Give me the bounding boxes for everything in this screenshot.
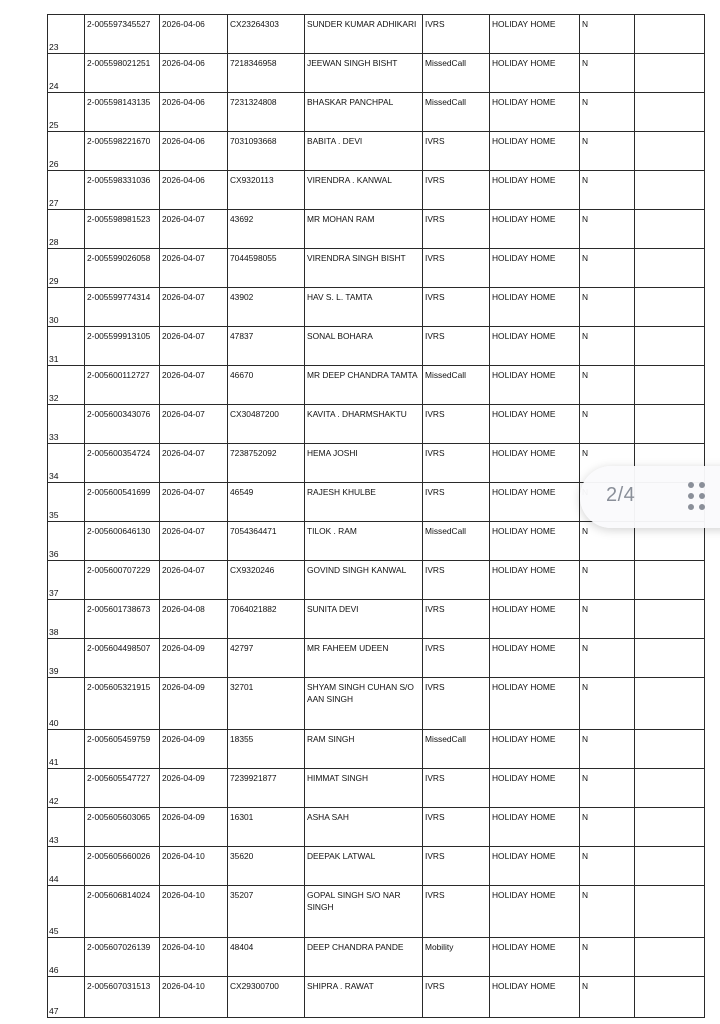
ticket-id-cell: 2-005600354724: [85, 444, 160, 483]
remarks-cell: [635, 15, 705, 54]
customer-name-cell: HIMMAT SINGH: [305, 769, 423, 808]
row-number: 24: [48, 54, 85, 93]
row-number: 37: [48, 561, 85, 600]
row-number: 39: [48, 639, 85, 678]
flag-cell: N: [580, 15, 635, 54]
remarks-cell: [635, 132, 705, 171]
ticket-id-cell: 2-005607026139: [85, 938, 160, 977]
flag-cell: N: [580, 210, 635, 249]
date-cell: 2026-04-07: [160, 483, 228, 522]
category-cell: HOLIDAY HOME: [490, 483, 580, 522]
channel-cell: IVRS: [423, 769, 490, 808]
ticket-id-cell: 2-005599774314: [85, 288, 160, 327]
contact-id-cell: 43902: [228, 288, 305, 327]
contact-id-cell: CX9320246: [228, 561, 305, 600]
category-cell: HOLIDAY HOME: [490, 639, 580, 678]
contact-id-cell: 7238752092: [228, 444, 305, 483]
flag-cell: N: [580, 808, 635, 847]
remarks-cell: [635, 327, 705, 366]
customer-name-cell: RAM SINGH: [305, 730, 423, 769]
row-number: 27: [48, 171, 85, 210]
customer-name-cell: SONAL BOHARA: [305, 327, 423, 366]
remarks-cell: [635, 808, 705, 847]
row-number: 34: [48, 444, 85, 483]
flag-cell: N: [580, 54, 635, 93]
channel-cell: MissedCall: [423, 366, 490, 405]
customer-name-cell: SUNDER KUMAR ADHIKARI: [305, 15, 423, 54]
flag-cell: N: [580, 327, 635, 366]
contact-id-cell: 32701: [228, 678, 305, 730]
date-cell: 2026-04-07: [160, 405, 228, 444]
remarks-cell: [635, 210, 705, 249]
row-number: 45: [48, 886, 85, 938]
flag-cell: N: [580, 977, 635, 1018]
category-cell: HOLIDAY HOME: [490, 54, 580, 93]
date-cell: 2026-04-07: [160, 327, 228, 366]
flag-cell: N: [580, 132, 635, 171]
ticket-id-cell: 2-005604498507: [85, 639, 160, 678]
drag-handle-dots-icon[interactable]: [688, 482, 712, 512]
channel-cell: MissedCall: [423, 730, 490, 769]
ticket-id-cell: 2-005601738673: [85, 600, 160, 639]
row-number: 28: [48, 210, 85, 249]
remarks-cell: [635, 405, 705, 444]
remarks-cell: [635, 678, 705, 730]
category-cell: HOLIDAY HOME: [490, 847, 580, 886]
ticket-id-cell: 2-005600343076: [85, 405, 160, 444]
channel-cell: MissedCall: [423, 54, 490, 93]
remarks-cell: [635, 769, 705, 808]
date-cell: 2026-04-06: [160, 132, 228, 171]
ticket-id-cell: 2-005600541699: [85, 483, 160, 522]
channel-cell: IVRS: [423, 977, 490, 1018]
remarks-cell: [635, 847, 705, 886]
ticket-id-cell: 2-005599913105: [85, 327, 160, 366]
remarks-cell: [635, 600, 705, 639]
date-cell: 2026-04-06: [160, 93, 228, 132]
date-cell: 2026-04-07: [160, 366, 228, 405]
date-cell: 2026-04-10: [160, 847, 228, 886]
date-cell: 2026-04-07: [160, 288, 228, 327]
date-cell: 2026-04-08: [160, 600, 228, 639]
category-cell: HOLIDAY HOME: [490, 769, 580, 808]
customer-name-cell: SHYAM SINGH CUHAN S/O AAN SINGH: [305, 678, 423, 730]
row-number: 41: [48, 730, 85, 769]
flag-cell: N: [580, 886, 635, 938]
date-cell: 2026-04-10: [160, 938, 228, 977]
row-number: 46: [48, 938, 85, 977]
contact-id-cell: 47837: [228, 327, 305, 366]
date-cell: 2026-04-06: [160, 15, 228, 54]
remarks-cell: [635, 730, 705, 769]
channel-cell: IVRS: [423, 678, 490, 730]
channel-cell: MissedCall: [423, 93, 490, 132]
row-number: 30: [48, 288, 85, 327]
category-cell: HOLIDAY HOME: [490, 249, 580, 288]
table-row: [48, 886, 705, 938]
flag-cell: N: [580, 938, 635, 977]
customer-name-cell: SUNITA DEVI: [305, 600, 423, 639]
remarks-cell: [635, 366, 705, 405]
flag-cell: N: [580, 405, 635, 444]
row-number: 42: [48, 769, 85, 808]
category-cell: HOLIDAY HOME: [490, 132, 580, 171]
category-cell: HOLIDAY HOME: [490, 93, 580, 132]
contact-id-cell: 43692: [228, 210, 305, 249]
customer-name-cell: VIRENDRA . KANWAL: [305, 171, 423, 210]
row-number: 25: [48, 93, 85, 132]
contact-id-cell: 7054364471: [228, 522, 305, 561]
table-row: [48, 171, 705, 210]
category-cell: HOLIDAY HOME: [490, 522, 580, 561]
ticket-id-cell: 2-005600707229: [85, 561, 160, 600]
table-row: [48, 366, 705, 405]
customer-name-cell: VIRENDRA SINGH BISHT: [305, 249, 423, 288]
row-number: 31: [48, 327, 85, 366]
flag-cell: N: [580, 444, 635, 483]
category-cell: HOLIDAY HOME: [490, 405, 580, 444]
ticket-id-cell: 2-005600646130: [85, 522, 160, 561]
row-number: 40: [48, 678, 85, 730]
customer-name-cell: HAV S. L. TAMTA: [305, 288, 423, 327]
channel-cell: IVRS: [423, 15, 490, 54]
customer-name-cell: SHIPRA . RAWAT: [305, 977, 423, 1018]
row-number: 26: [48, 132, 85, 171]
channel-cell: IVRS: [423, 249, 490, 288]
channel-cell: IVRS: [423, 561, 490, 600]
customer-name-cell: GOPAL SINGH S/O NAR SINGH: [305, 886, 423, 938]
category-cell: HOLIDAY HOME: [490, 678, 580, 730]
row-number: 38: [48, 600, 85, 639]
remarks-cell: [635, 171, 705, 210]
channel-cell: IVRS: [423, 327, 490, 366]
ticket-id-cell: 2-005600112727: [85, 366, 160, 405]
table-row: [48, 678, 705, 730]
date-cell: 2026-04-09: [160, 730, 228, 769]
ticket-id-cell: 2-005598221670: [85, 132, 160, 171]
channel-cell: IVRS: [423, 405, 490, 444]
date-cell: 2026-04-10: [160, 977, 228, 1018]
page-indicator[interactable]: [580, 466, 720, 528]
flag-cell: N: [580, 522, 635, 561]
flag-cell: N: [580, 93, 635, 132]
row-number: 36: [48, 522, 85, 561]
page-count: 2/4: [606, 484, 636, 506]
table-row: [48, 600, 705, 639]
customer-name-cell: RAJESH KHULBE: [305, 483, 423, 522]
remarks-cell: [635, 977, 705, 1018]
category-cell: HOLIDAY HOME: [490, 886, 580, 938]
channel-cell: IVRS: [423, 600, 490, 639]
customer-name-cell: BABITA . DEVI: [305, 132, 423, 171]
ticket-id-cell: 2-005598331036: [85, 171, 160, 210]
ticket-id-cell: 2-005605547727: [85, 769, 160, 808]
contact-id-cell: 35207: [228, 886, 305, 938]
channel-cell: IVRS: [423, 444, 490, 483]
table-row: [48, 210, 705, 249]
row-number: 44: [48, 847, 85, 886]
table-row: [48, 405, 705, 444]
ticket-id-cell: 2-005598143135: [85, 93, 160, 132]
row-number: 47: [48, 977, 85, 1018]
customer-name-cell: MR DEEP CHANDRA TAMTA: [305, 366, 423, 405]
ticket-id-cell: 2-005599026058: [85, 249, 160, 288]
remarks-cell: [635, 288, 705, 327]
table-row: [48, 639, 705, 678]
contact-id-cell: 7064021882: [228, 600, 305, 639]
table-row: [48, 769, 705, 808]
date-cell: 2026-04-09: [160, 639, 228, 678]
table-row: [48, 327, 705, 366]
table-row: [48, 561, 705, 600]
customer-name-cell: MR FAHEEM UDEEN: [305, 639, 423, 678]
flag-cell: N: [580, 171, 635, 210]
category-cell: HOLIDAY HOME: [490, 210, 580, 249]
table-row: [48, 132, 705, 171]
category-cell: HOLIDAY HOME: [490, 561, 580, 600]
customer-name-cell: JEEWAN SINGH BISHT: [305, 54, 423, 93]
flag-cell: N: [580, 847, 635, 886]
category-cell: HOLIDAY HOME: [490, 977, 580, 1018]
flag-cell: N: [580, 561, 635, 600]
row-number: 23: [48, 15, 85, 54]
flag-cell: N: [580, 288, 635, 327]
ticket-id-cell: 2-005605603065: [85, 808, 160, 847]
date-cell: 2026-04-07: [160, 561, 228, 600]
table-row: [48, 730, 705, 769]
category-cell: HOLIDAY HOME: [490, 171, 580, 210]
category-cell: HOLIDAY HOME: [490, 327, 580, 366]
remarks-cell: [635, 561, 705, 600]
contact-id-cell: CX9320113: [228, 171, 305, 210]
ticket-id-cell: 2-005598981523: [85, 210, 160, 249]
ticket-id-cell: 2-005598021251: [85, 54, 160, 93]
date-cell: 2026-04-09: [160, 808, 228, 847]
date-cell: 2026-04-07: [160, 522, 228, 561]
channel-cell: IVRS: [423, 483, 490, 522]
row-number: 43: [48, 808, 85, 847]
date-cell: 2026-04-07: [160, 210, 228, 249]
category-cell: HOLIDAY HOME: [490, 600, 580, 639]
row-number: 29: [48, 249, 85, 288]
ticket-id-cell: 2-005607031513: [85, 977, 160, 1018]
table-row: [48, 249, 705, 288]
row-number: 33: [48, 405, 85, 444]
customer-name-cell: HEMA JOSHI: [305, 444, 423, 483]
contact-id-cell: 16301: [228, 808, 305, 847]
date-cell: 2026-04-09: [160, 769, 228, 808]
category-cell: HOLIDAY HOME: [490, 366, 580, 405]
date-cell: 2026-04-06: [160, 54, 228, 93]
category-cell: HOLIDAY HOME: [490, 730, 580, 769]
flag-cell: N: [580, 639, 635, 678]
flag-cell: N: [580, 769, 635, 808]
contact-id-cell: 42797: [228, 639, 305, 678]
table-row: [48, 288, 705, 327]
customer-name-cell: DEEP CHANDRA PANDE: [305, 938, 423, 977]
date-cell: 2026-04-10: [160, 886, 228, 938]
contact-id-cell: CX23264303: [228, 15, 305, 54]
customer-name-cell: TILOK . RAM: [305, 522, 423, 561]
contact-id-cell: 7044598055: [228, 249, 305, 288]
channel-cell: IVRS: [423, 886, 490, 938]
channel-cell: IVRS: [423, 210, 490, 249]
channel-cell: IVRS: [423, 847, 490, 886]
customer-name-cell: GOVIND SINGH KANWAL: [305, 561, 423, 600]
flag-cell: N: [580, 366, 635, 405]
remarks-cell: [635, 886, 705, 938]
customer-name-cell: DEEPAK LATWAL: [305, 847, 423, 886]
contact-id-cell: 46549: [228, 483, 305, 522]
date-cell: 2026-04-07: [160, 249, 228, 288]
category-cell: HOLIDAY HOME: [490, 15, 580, 54]
contact-id-cell: CX30487200: [228, 405, 305, 444]
table-row: [48, 938, 705, 977]
contact-id-cell: 7218346958: [228, 54, 305, 93]
contact-id-cell: 7031093668: [228, 132, 305, 171]
ticket-id-cell: 2-005605321915: [85, 678, 160, 730]
table-row: [48, 15, 705, 54]
flag-cell: N: [580, 678, 635, 730]
contact-id-cell: 35620: [228, 847, 305, 886]
contact-id-cell: 46670: [228, 366, 305, 405]
channel-cell: IVRS: [423, 808, 490, 847]
customer-name-cell: KAVITA . DHARMSHAKTU: [305, 405, 423, 444]
table-row: [48, 93, 705, 132]
remarks-cell: [635, 93, 705, 132]
channel-cell: IVRS: [423, 132, 490, 171]
remarks-cell: [635, 938, 705, 977]
remarks-cell: [635, 639, 705, 678]
contact-id-cell: CX29300700: [228, 977, 305, 1018]
category-cell: HOLIDAY HOME: [490, 938, 580, 977]
table-row: [48, 847, 705, 886]
remarks-cell: [635, 54, 705, 93]
contact-id-cell: 7239921877: [228, 769, 305, 808]
customer-name-cell: BHASKAR PANCHPAL: [305, 93, 423, 132]
category-cell: HOLIDAY HOME: [490, 808, 580, 847]
channel-cell: IVRS: [423, 288, 490, 327]
table-row: [48, 808, 705, 847]
remarks-cell: [635, 249, 705, 288]
contact-id-cell: 18355: [228, 730, 305, 769]
flag-cell: N: [580, 249, 635, 288]
date-cell: 2026-04-07: [160, 444, 228, 483]
customer-name-cell: MR MOHAN RAM: [305, 210, 423, 249]
ticket-id-cell: 2-005606814024: [85, 886, 160, 938]
flag-cell: N: [580, 600, 635, 639]
ticket-id-cell: 2-005605660026: [85, 847, 160, 886]
flag-cell: N: [580, 730, 635, 769]
date-cell: 2026-04-09: [160, 678, 228, 730]
table-row: [48, 977, 705, 1018]
ticket-id-cell: 2-005597345527: [85, 15, 160, 54]
row-number: 32: [48, 366, 85, 405]
channel-cell: MissedCall: [423, 522, 490, 561]
ticket-id-cell: 2-005605459759: [85, 730, 160, 769]
contact-id-cell: 7231324808: [228, 93, 305, 132]
channel-cell: Mobility: [423, 938, 490, 977]
category-cell: HOLIDAY HOME: [490, 444, 580, 483]
channel-cell: IVRS: [423, 171, 490, 210]
table-row: [48, 54, 705, 93]
date-cell: 2026-04-06: [160, 171, 228, 210]
category-cell: HOLIDAY HOME: [490, 288, 580, 327]
channel-cell: IVRS: [423, 639, 490, 678]
row-number: 35: [48, 483, 85, 522]
contact-id-cell: 48404: [228, 938, 305, 977]
customer-name-cell: ASHA SAH: [305, 808, 423, 847]
